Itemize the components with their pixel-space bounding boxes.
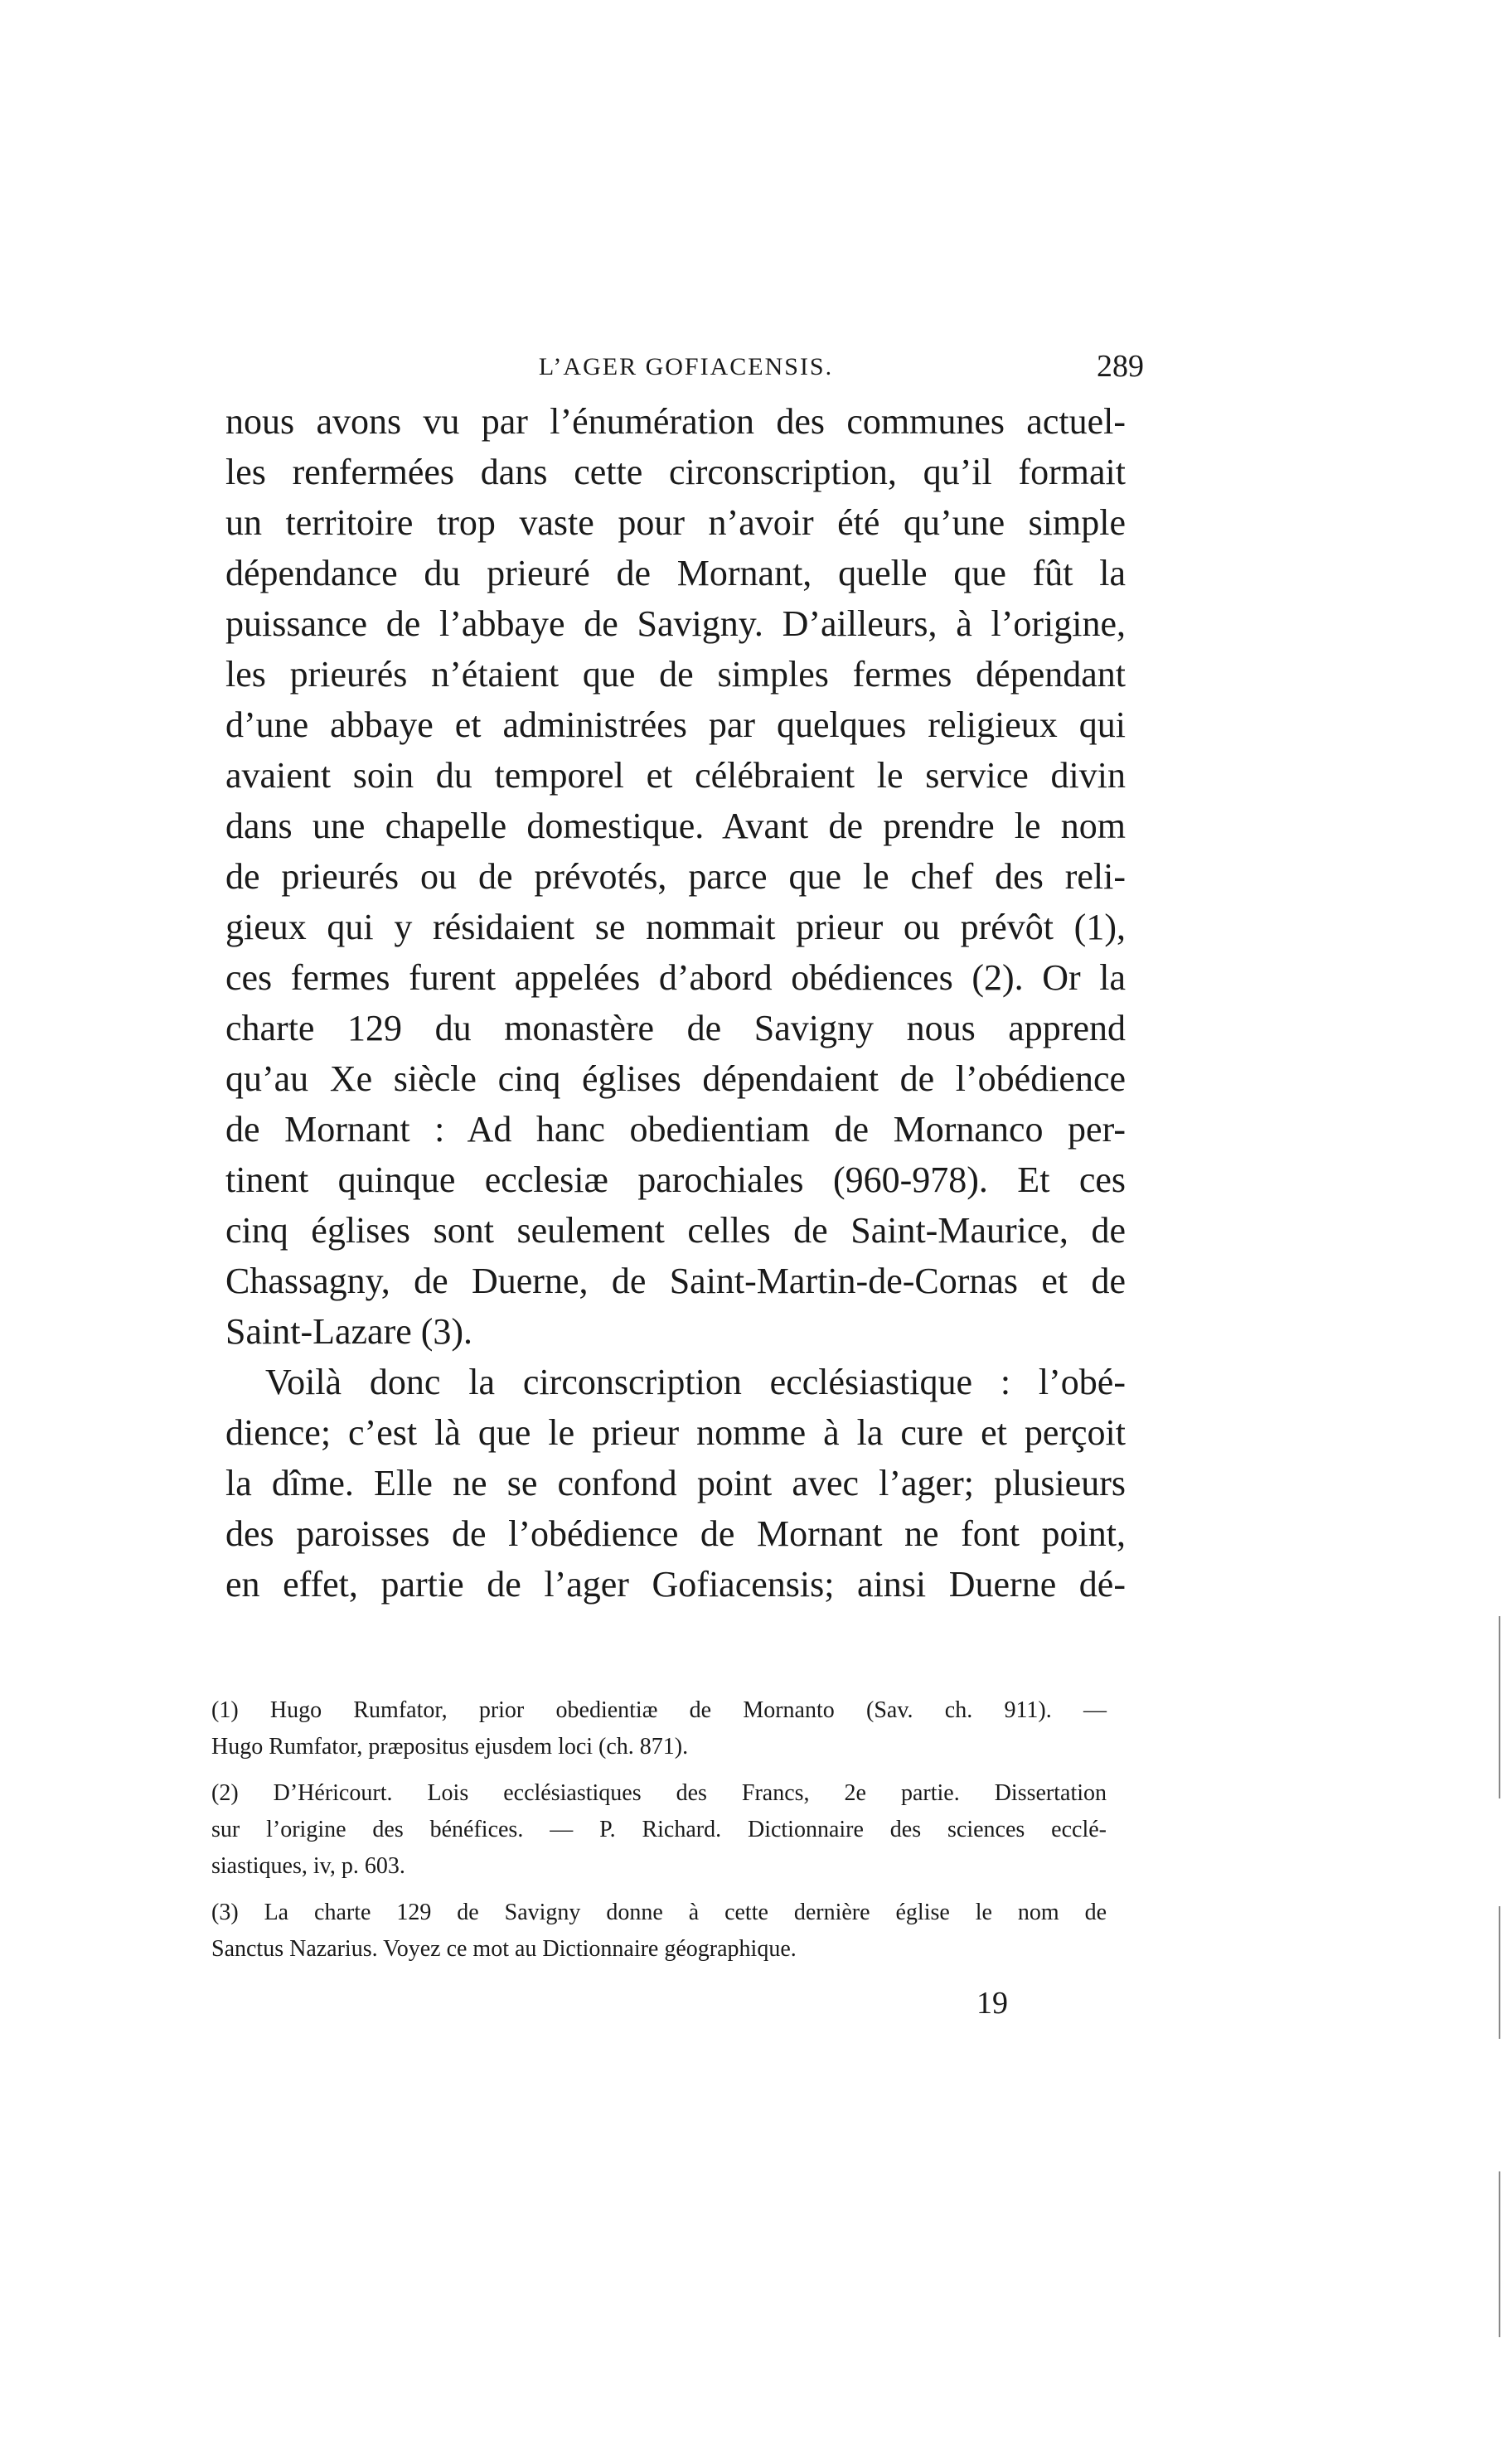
text-line: Chassagny, de Duerne, de Saint-Martin-de-Cornas et de [225,1261,1126,1301]
text-line: en effet, partie de l’ager Gofiacensis; ainsi Duerne dé- [225,1564,1126,1605]
text-line: cinq églises sont seulement celles de Saint-Maurice, de [225,1210,1126,1251]
text-line: des paroisses de l’obédience de Mornant ne font point, [225,1513,1126,1554]
footnote-line: Sanctus Nazarius. Voyez ce mot au Dictionnaire géographique. [211,1936,797,1962]
text-line: la dîme. Elle ne se confond point avec l’ager; plusieurs [225,1463,1126,1503]
text-line: tinent quinque ecclesiæ parochiales (960-978). Et ces [225,1159,1126,1200]
footnote-line: (3) La charte 129 de Savigny donne à cette dernière église le nom de [211,1900,1107,1925]
running-title: L’AGER GOFIACENSIS. [538,353,834,380]
text-line: les prieurés n’étaient que de simples fermes dépendant [225,654,1126,695]
text-line: de prieurés ou de prévotés, parce que le chef des reli- [225,856,1126,897]
text-line: dans une chapelle domestique. Avant de prendre le nom [225,806,1126,846]
text-line: qu’au Xe siècle cinq églises dépendaient de l’obédience [225,1058,1126,1099]
running-head [228,341,1144,391]
scan-mark [1499,2171,1500,2337]
footnote-line: siastiques, iv, p. 603. [211,1853,405,1879]
footnote-line: (2) D’Héricourt. Lois ecclésiastiques des Francs, 2e partie. Dissertation [211,1780,1107,1806]
text-line: un territoire trop vaste pour n’avoir été qu’une simple [225,502,1126,543]
text-line: dience; c’est là que le prieur nomme à la cure et perçoit [225,1412,1126,1453]
signature-mark: 19 [976,1986,1008,2021]
text-line: de Mornant : Ad hanc obedientiam de Mornanco per- [225,1109,1126,1150]
text-line: les renfermées dans cette circonscription, qu’il formait [225,452,1126,492]
footnote-2 [211,1775,1107,1885]
text-line: Saint-Lazare (3). [225,1311,473,1352]
text-line: nous avons vu par l’énumération des communes actuel- [225,401,1126,442]
text-line: d’une abbaye et administrées par quelques religieux qui [225,704,1126,745]
body-text [225,396,1126,1610]
text-line: puissance de l’abbaye de Savigny. D’ailleurs, à l’origine, [225,603,1126,644]
text-line: gieux qui y résidaient se nommait prieur ou prévôt (1), [225,907,1126,947]
footnote-line: sur l’origine des bénéfices. — P. Richard. Dictionnaire des sciences ecclé- [211,1817,1107,1842]
text-line: ces fermes furent appelées d’abord obédiences (2). Or la [225,957,1126,998]
footnote-line: Hugo Rumfator, præpositus ejusdem loci (ch. 871). [211,1734,689,1760]
page-number: 289 [1097,349,1144,384]
footnote-1 [211,1692,1107,1765]
scan-mark [1499,1616,1500,1798]
footnote-3 [211,1895,1107,1968]
footnote-line: (1) Hugo Rumfator, prior obedientiæ de Mornanto (Sav. ch. 911). — [211,1697,1107,1723]
text-line: dépendance du prieuré de Mornant, quelle que fût la [225,553,1126,593]
scan-mark [1499,1906,1500,2039]
text-line: charte 129 du monastère de Savigny nous apprend [225,1008,1126,1048]
text-line: avaient soin du temporel et célébraient le service divin [225,755,1126,796]
text-line: Voilà donc la circonscription ecclésiastique : l’obé- [265,1362,1126,1402]
footnotes [211,1692,1107,1968]
